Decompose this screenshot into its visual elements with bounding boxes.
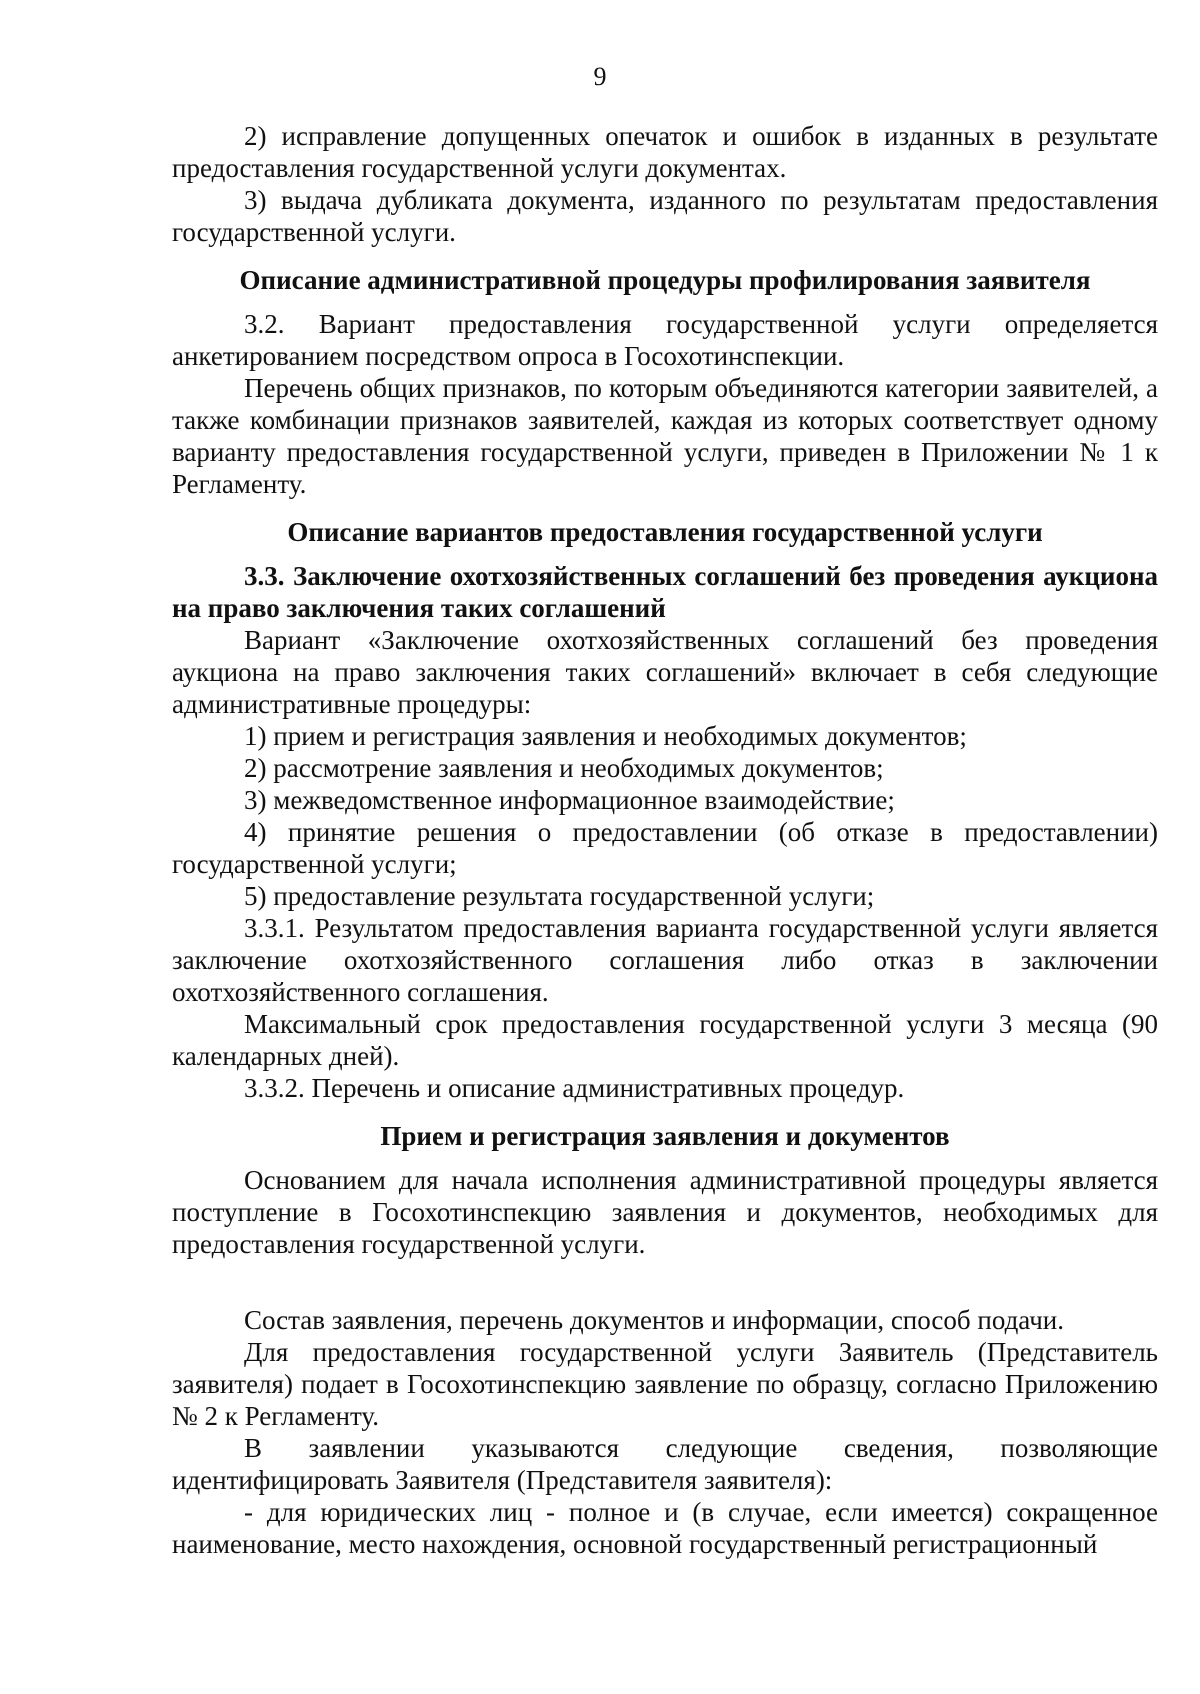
list-item-2: 2) рассмотрение заявления и необходимых документов; (244, 753, 884, 783)
paragraph-correction-item: 2) исправление допущенных опечаток и ошибок в изданных в результате предоставления государственной услуги документах. (172, 121, 1158, 183)
list-item-3: 3) межведомственное информационное взаимодействие; (244, 785, 895, 815)
paragraph-composition: Состав заявления, перечень документов и информации, способ подачи. (244, 1305, 1064, 1335)
paragraph-variant-description: Вариант «Заключение охотхозяйственных соглашений без проведения аукциона на право заключения таких соглашений» включает в себя следующие административные процедуры: (172, 625, 1158, 719)
paragraph-basis: Основанием для начала исполнения административной процедуры является поступление в Госохотинспекцию заявления и документов, необходимых для предоставления государственной услуги. (172, 1165, 1158, 1259)
list-item-5: 5) предоставление результата государственной услуги; (244, 881, 875, 911)
list-item-1: 1) прием и регистрация заявления и необходимых документов; (244, 721, 967, 751)
paragraph-submission: Для предоставления государственной услуги Заявитель (Представитель заявителя) подает в Госохотинспекцию заявление по образцу, согласно Приложению № 2 к Регламенту. (172, 1337, 1158, 1431)
paragraph-application-details: В заявлении указываются следующие сведения, позволяющие идентифицировать Заявителя (Представителя заявителя): (172, 1433, 1158, 1495)
heading-3-3: 3.3. Заключение охотхозяйственных соглашений без проведения аукциона на право заключения таких соглашений (172, 561, 1158, 623)
paragraph-legal-entities: - для юридических лиц - полное и (в случае, если имеется) сокращенное наименование, место нахождения, основной государственный регистрационный (172, 1497, 1158, 1559)
list-item-4: 4) принятие решения о предоставлении (об отказе в предоставлении) государственной услуги; (172, 817, 1158, 879)
paragraph-features-list: Перечень общих признаков, по которым объединяются категории заявителей, а также комбинации признаков заявителей, каждая из которых соответствует одному варианту предоставления государственной услуги, приведен в Приложении № 1 к Регламенту. (172, 373, 1158, 499)
page-number: 9 (593, 62, 607, 91)
heading-variants: Описание вариантов предоставления государственной услуги (287, 517, 1043, 547)
paragraph-3-2: 3.2. Вариант предоставления государственной услуги определяется анкетированием посредством опроса в Госохотинспекции. (172, 309, 1158, 371)
paragraph-3-3-1: 3.3.1. Результатом предоставления варианта государственной услуги является заключение охотхозяйственного соглашения либо отказ в заключении охотхозяйственного соглашения. (172, 913, 1158, 1007)
paragraph-max-term: Максимальный срок предоставления государственной услуги 3 месяца (90 календарных дней). (172, 1009, 1158, 1071)
paragraph-duplicate-item: 3) выдача дубликата документа, изданного по результатам предоставления государственной услуги. (172, 185, 1158, 247)
document-body (172, 120, 1158, 1560)
heading-profiling: Описание административной процедуры профилирования заявителя (239, 265, 1091, 295)
paragraph-3-3-2: 3.3.2. Перечень и описание административных процедур. (244, 1073, 905, 1103)
heading-reception: Прием и регистрация заявления и документов (380, 1121, 950, 1151)
